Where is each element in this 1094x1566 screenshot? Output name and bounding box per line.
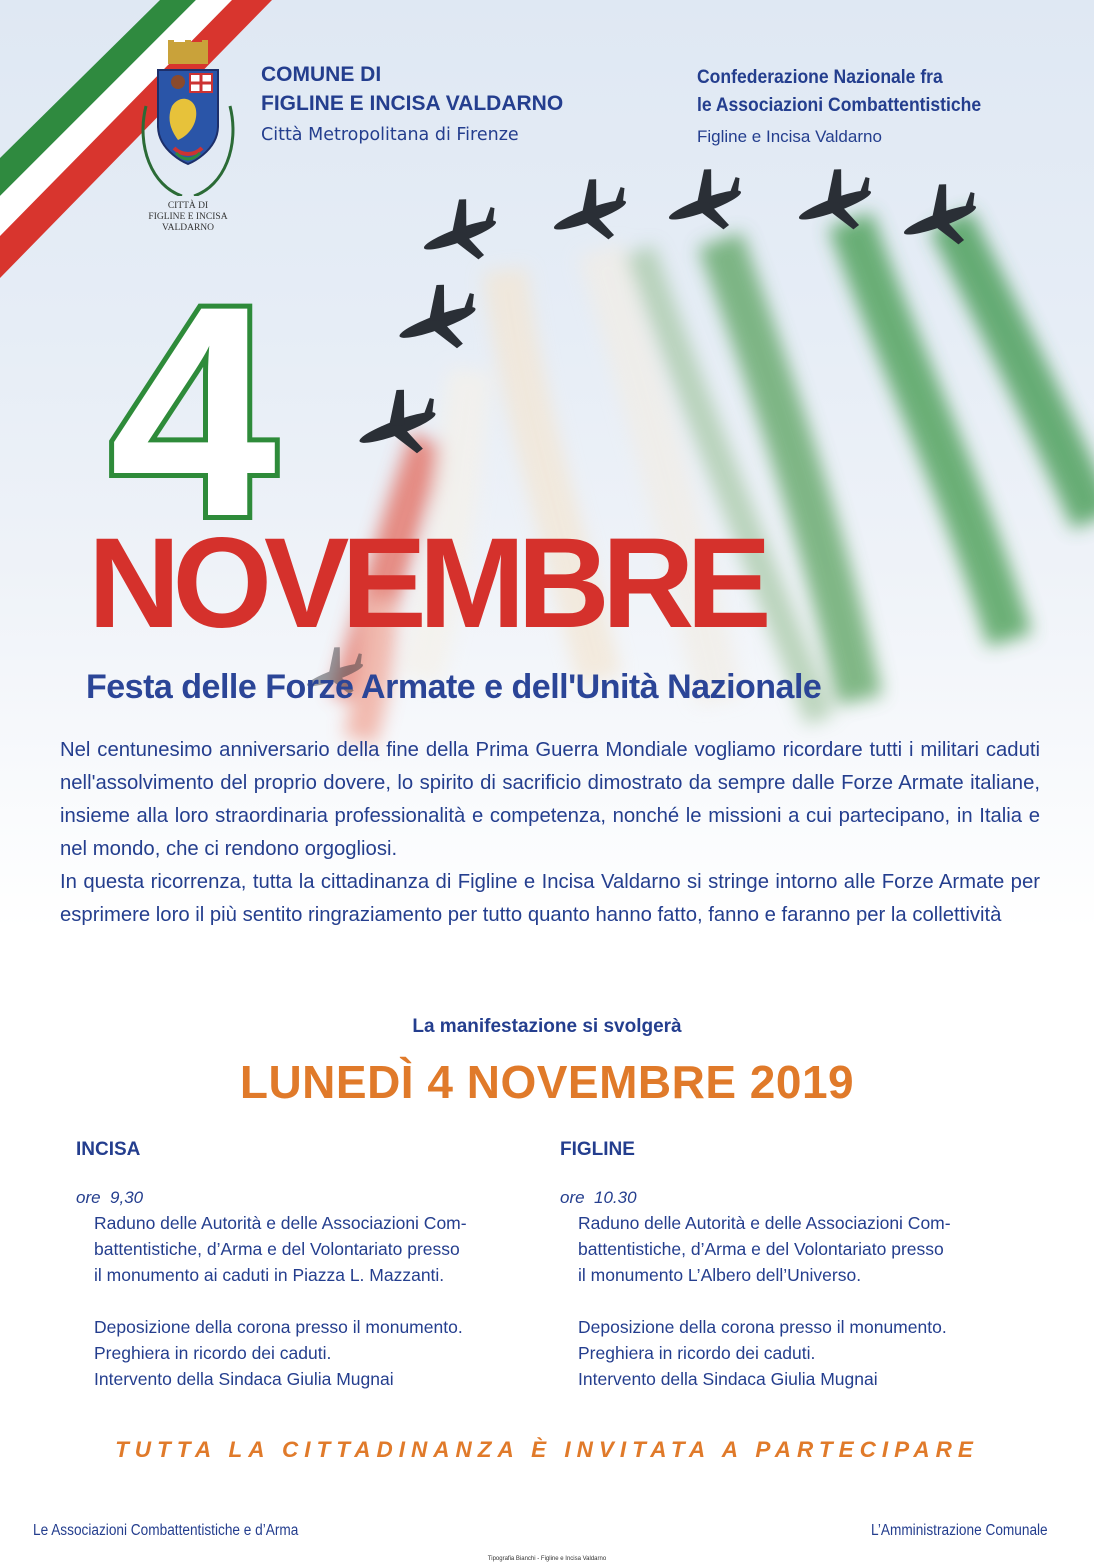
- incisa-line: il monumento ai caduti in Piazza L. Mazzanti.: [94, 1265, 445, 1285]
- figline-line: Preghiera in ricordo dei caduti.: [578, 1343, 816, 1363]
- event-subtitle: Festa delle Forze Armate e dell'Unità Nazionale: [86, 668, 822, 706]
- figline-program: [560, 1139, 1040, 1392]
- confederazione-line-2: le Associazioni Combattentistiche: [697, 94, 982, 116]
- incisa-line: Raduno delle Autorità e delle Associazioni Com-: [94, 1213, 467, 1233]
- figline-line: battentistiche, d’Arma e del Volontariato presso: [578, 1239, 944, 1259]
- intro-paragraph-1: Nel centunesimo anniversario della fine della Prima Guerra Mondiale vogliamo ricordare tutti i militari caduti nell'assolvimento del proprio dovere, lo spirito di sacrificio dimostrato da sempre dalle Forze Armate italiane, insieme alla loro straordinaria professionalità e competenza, nonché le missioni a cui partecipano, in Italia e nel mondo, che ci rendono orgogliosi.: [60, 739, 1040, 860]
- intro-paragraph-2: In questa ricorrenza, tutta la cittadinanza di Figline e Incisa Valdarno si stringe intorno alle Forze Armate per esprimere loro il più sentito ringraziamento per tutto quanto hanno fatto, fanno e faranno per la collettività: [60, 871, 1040, 926]
- figline-title: FIGLINE: [560, 1139, 635, 1160]
- figline-line: Intervento della Sindaca Giulia Mugnai: [578, 1369, 878, 1389]
- incisa-time: ore 9,30: [76, 1188, 144, 1207]
- figline-time: ore 10.30: [560, 1188, 637, 1207]
- crest-caption-1: CITTÀ DI: [167, 201, 209, 211]
- confederazione-header: [697, 63, 1013, 149]
- figline-line: il monumento L’Albero dell’Universo.: [578, 1265, 862, 1285]
- comune-crest: [132, 36, 244, 236]
- day-number-text: 4: [109, 275, 277, 535]
- crest-icon: [132, 36, 244, 196]
- invitation-banner: TUTTA LA CITTADINANZA È INVITATA A PARTECIPARE: [115, 1437, 979, 1462]
- incisa-line: Deposizione della corona presso il monumento.: [94, 1317, 463, 1337]
- figline-line: Deposizione della corona presso il monumento.: [578, 1317, 947, 1337]
- confederazione-line-1: Confederazione Nazionale fra: [697, 66, 943, 88]
- crest-caption-3: VALDARNO: [161, 223, 215, 233]
- crest-caption-2: FIGLINE E INCISA: [148, 212, 228, 222]
- figline-details: [578, 1210, 1040, 1392]
- comune-line-1: COMUNE DI: [261, 63, 382, 86]
- figline-line: Raduno delle Autorità e delle Associazioni Com-: [578, 1213, 951, 1233]
- confederazione-line-3: Figline e Incisa Valdarno: [697, 127, 882, 146]
- incisa-line: battentistiche, d’Arma e del Volontariato presso: [94, 1239, 460, 1259]
- incisa-line: Preghiera in ricordo dei caduti.: [94, 1343, 332, 1363]
- incisa-title: INCISA: [76, 1139, 141, 1160]
- month-title: NOVEMBRE: [88, 512, 764, 655]
- comune-header: [261, 60, 563, 147]
- comune-line-2: FIGLINE E INCISA VALDARNO: [261, 92, 564, 115]
- incisa-details: [94, 1210, 546, 1392]
- incisa-line: Intervento della Sindaca Giulia Mugnai: [94, 1369, 394, 1389]
- footer-associations: Le Associazioni Combattentistiche e d’Arma: [33, 1522, 299, 1539]
- big-day-number: [88, 275, 298, 535]
- incisa-program: [76, 1139, 546, 1392]
- comune-line-3: Città Metropolitana di Firenze: [261, 125, 519, 145]
- printer-credit: Tipografia Bianchi - Figline e Incisa Valdarno: [487, 1556, 607, 1562]
- footer-administration: L’Amministrazione Comunale: [871, 1522, 1048, 1539]
- event-date: LUNEDÌ 4 NOVEMBRE 2019: [239, 1056, 855, 1108]
- event-intro: La manifestazione si svolgerà: [412, 1016, 682, 1037]
- intro-text: [60, 734, 1040, 932]
